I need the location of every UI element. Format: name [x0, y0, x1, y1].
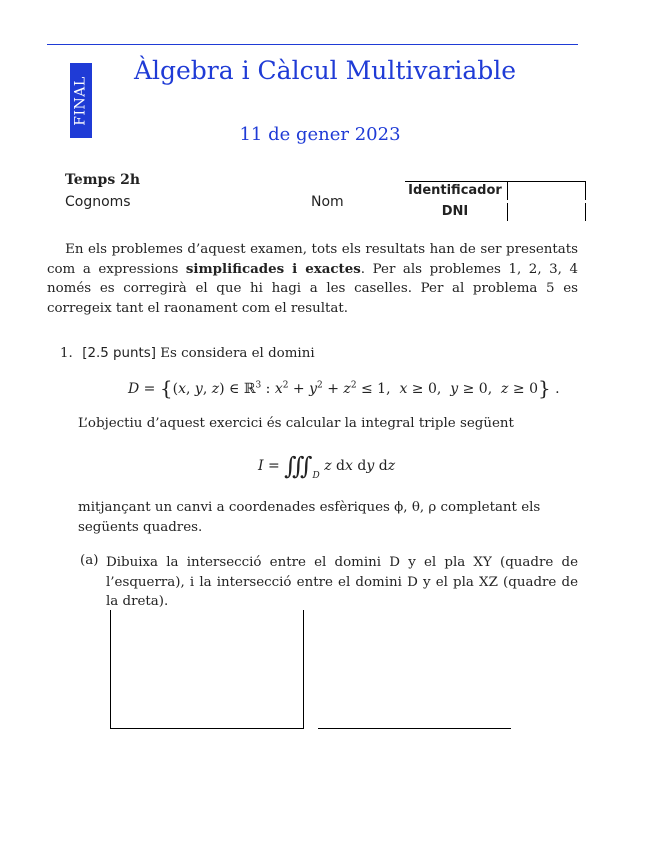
instructions-paragraph — [47, 240, 578, 318]
problem-1-heading — [60, 346, 315, 361]
exam-title: Àlgebra i Càlcul Multivariable — [133, 56, 517, 85]
spherical-text: mitjançant un canvi a coordenades esfèriques ϕ, θ, ρ completant els següents quadres. — [78, 500, 541, 535]
identifier-table — [405, 181, 586, 223]
identifier-divider — [507, 182, 508, 200]
xy-plane-answer-box[interactable] — [110, 610, 304, 729]
objective-text: L’objectiu d’aquest exercici és calcular la integral triple següent — [78, 416, 514, 431]
name-label: Nom — [311, 194, 344, 210]
final-badge-text: FINAL — [73, 75, 89, 126]
final-badge — [70, 63, 92, 138]
time-label: Temps 2h — [65, 172, 140, 188]
dni-right-border — [585, 203, 586, 221]
integral-formula: $I = ∭_D$ z dx dy dz — [258, 452, 396, 481]
surname-label: Cognoms — [65, 194, 131, 210]
xz-plane-answer-box[interactable] — [318, 728, 511, 729]
domain-formula: D = {(x, y, z) ∈ ℝ$^3$ : $x^2 + y^2 + z^2 \le 1$, x ≥ 0, y ≥ 0, z ≥ 0} . — [128, 376, 560, 400]
exam-date: 11 de gener 2023 — [239, 124, 401, 145]
dni-label: DNI — [441, 204, 469, 219]
top-rule — [47, 44, 578, 45]
identifier-table-top-rule — [405, 181, 586, 182]
problem-1-statement: Es considera el domini — [160, 346, 315, 361]
instructions-part1: En els problemes d’aquest examen, tots els resultats han de ser presentats com a expressions — [47, 242, 578, 277]
instructions-bold: simplificades i exactes — [185, 260, 361, 277]
identifier-right-border — [585, 182, 586, 200]
part-a-text: Dibuixa la intersecció entre el domini D y el pla XY (quadre de l’esquerra), i la intersecció entre el domini D y el pla XZ (quadre de la dreta). — [106, 555, 578, 610]
problem-1-number: 1. — [60, 346, 73, 361]
dni-divider — [507, 203, 508, 221]
problem-1-points: [2.5 punts] — [82, 346, 156, 361]
instructions-part2: . Per als problemes 1, 2, 3, 4 només es corregirà el que hi hagi a les caselles. Per al problema 5 es corregeix tant el raonament com el resultat. — [47, 261, 578, 316]
part-a-label: (a) — [80, 553, 99, 568]
identifier-label: Identificador — [408, 183, 502, 198]
